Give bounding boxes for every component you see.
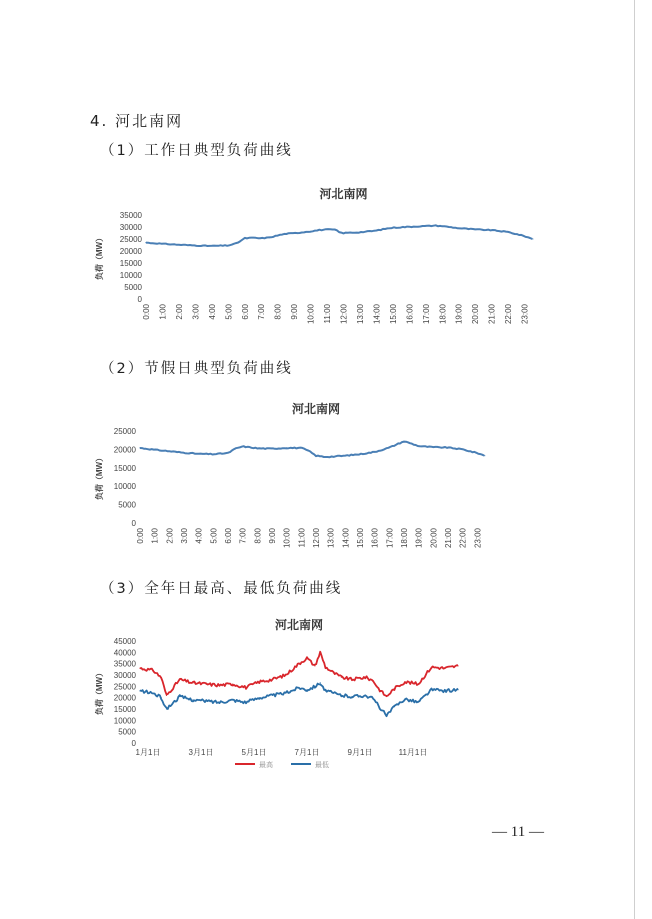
y-tick-label: 35000 bbox=[113, 659, 136, 669]
chart-workday-load bbox=[88, 172, 558, 332]
data-point bbox=[271, 448, 272, 449]
chart-annual-max-min-load bbox=[88, 612, 488, 777]
y-tick-label: 25000 bbox=[113, 427, 136, 436]
data-point bbox=[315, 455, 316, 456]
data-point bbox=[444, 690, 445, 691]
data-point bbox=[286, 447, 287, 448]
legend-label: 最高 bbox=[259, 762, 273, 769]
data-point bbox=[359, 454, 360, 455]
y-tick-label: 10000 bbox=[119, 271, 142, 280]
data-point bbox=[161, 677, 162, 678]
data-point bbox=[259, 697, 260, 698]
x-tick-label: 13:00 bbox=[326, 528, 336, 549]
y-tick-label: 20000 bbox=[113, 445, 136, 455]
data-point bbox=[139, 447, 140, 448]
data-point bbox=[323, 456, 324, 457]
y-tick-label: 20000 bbox=[113, 693, 136, 703]
data-point bbox=[376, 230, 377, 231]
data-point bbox=[298, 687, 299, 688]
x-tick-label: 12:00 bbox=[339, 304, 349, 325]
x-tick-label: 3月1日 bbox=[188, 748, 214, 757]
data-point bbox=[386, 715, 387, 716]
data-point bbox=[374, 451, 375, 452]
data-point bbox=[384, 228, 385, 229]
data-point bbox=[433, 447, 434, 448]
y-tick-label: 5000 bbox=[118, 727, 136, 737]
data-point bbox=[378, 705, 379, 706]
data-point bbox=[245, 687, 246, 688]
data-point bbox=[179, 679, 180, 680]
data-point bbox=[261, 238, 262, 239]
data-point bbox=[192, 699, 193, 700]
y-tick-label: 0 bbox=[137, 295, 142, 304]
x-tick-label: 18:00 bbox=[438, 304, 448, 325]
x-tick-label: 7月1日 bbox=[294, 748, 320, 757]
page-number: — 11 — bbox=[492, 824, 544, 840]
x-tick-label: 12:00 bbox=[312, 528, 321, 549]
x-tick-label: 1:00 bbox=[158, 304, 168, 320]
y-tick-label: 15000 bbox=[113, 463, 136, 473]
data-point bbox=[418, 684, 419, 685]
data-point bbox=[306, 657, 307, 658]
data-point bbox=[272, 695, 273, 696]
data-point bbox=[392, 227, 393, 228]
x-tick-label: 14:00 bbox=[341, 528, 351, 549]
chart-holiday-load bbox=[88, 390, 518, 555]
data-point bbox=[325, 690, 326, 691]
data-point bbox=[394, 706, 395, 707]
x-tick-label: 16:00 bbox=[405, 304, 415, 325]
data-point bbox=[532, 238, 533, 239]
data-point bbox=[404, 681, 405, 682]
y-tick-label: 45000 bbox=[113, 637, 136, 646]
data-point bbox=[409, 226, 410, 227]
data-point bbox=[457, 689, 458, 690]
data-point bbox=[365, 677, 366, 678]
y-axis-label: 负荷（MW） bbox=[95, 453, 104, 501]
y-tick-label: 10000 bbox=[113, 716, 136, 726]
data-point bbox=[431, 667, 432, 668]
data-point bbox=[154, 449, 155, 450]
data-point bbox=[458, 228, 459, 229]
x-tick-label: 21:00 bbox=[444, 528, 453, 549]
x-tick-label: 16:00 bbox=[370, 528, 380, 549]
x-tick-label: 17:00 bbox=[385, 528, 395, 549]
data-point bbox=[351, 696, 352, 697]
x-tick-label: 2:00 bbox=[165, 528, 175, 544]
x-tick-label: 5月1日 bbox=[241, 748, 267, 757]
data-point bbox=[314, 665, 315, 666]
data-point bbox=[195, 245, 196, 246]
data-point bbox=[166, 695, 167, 696]
x-tick-label: 11:00 bbox=[297, 528, 307, 548]
x-tick-label: 20:00 bbox=[429, 528, 439, 549]
data-point bbox=[389, 447, 390, 448]
x-tick-label: 10:00 bbox=[306, 304, 316, 325]
x-tick-label: 7:00 bbox=[257, 304, 267, 320]
data-point bbox=[298, 663, 299, 664]
data-point bbox=[508, 231, 509, 232]
data-point bbox=[232, 684, 233, 685]
x-tick-label: 8:00 bbox=[273, 304, 283, 320]
y-tick-label: 0 bbox=[131, 739, 136, 748]
data-point bbox=[227, 453, 228, 454]
data-point bbox=[259, 681, 260, 682]
legend-label: 最低 bbox=[315, 762, 329, 769]
data-point bbox=[351, 679, 352, 680]
data-point bbox=[345, 455, 346, 456]
data-point bbox=[418, 446, 419, 447]
y-tick-label: 5000 bbox=[124, 283, 142, 292]
data-point bbox=[269, 237, 270, 238]
data-point bbox=[411, 443, 412, 444]
data-point bbox=[213, 454, 214, 455]
data-point bbox=[139, 668, 140, 669]
data-point bbox=[477, 453, 478, 454]
data-point bbox=[326, 229, 327, 230]
y-tick-label: 15000 bbox=[119, 259, 142, 268]
x-tick-label: 21:00 bbox=[487, 304, 497, 325]
data-point bbox=[206, 684, 207, 685]
x-tick-label: 10:00 bbox=[282, 528, 292, 549]
data-point bbox=[294, 233, 295, 234]
x-tick-label: 19:00 bbox=[454, 304, 464, 325]
x-tick-label: 11:00 bbox=[323, 304, 333, 324]
x-tick-label: 11月1日 bbox=[398, 748, 428, 757]
x-tick-label: 5:00 bbox=[209, 528, 219, 544]
data-point bbox=[285, 233, 286, 234]
x-tick-label: 1月1日 bbox=[135, 748, 161, 757]
data-point bbox=[139, 690, 140, 691]
data-point bbox=[242, 446, 243, 447]
x-tick-label: 3:00 bbox=[180, 528, 189, 544]
data-point bbox=[272, 679, 273, 680]
data-point bbox=[219, 702, 220, 703]
data-point bbox=[320, 682, 321, 683]
data-point bbox=[183, 452, 184, 453]
x-tick-label: 5:00 bbox=[224, 304, 234, 320]
data-point bbox=[257, 448, 258, 449]
data-point bbox=[343, 232, 344, 233]
data-point bbox=[285, 693, 286, 694]
series-line bbox=[140, 652, 458, 696]
x-tick-label: 9月1日 bbox=[347, 748, 373, 757]
data-point bbox=[341, 677, 342, 678]
y-tick-label: 10000 bbox=[113, 482, 136, 492]
x-tick-label: 4:00 bbox=[207, 304, 217, 320]
data-point bbox=[404, 698, 405, 699]
data-point bbox=[166, 708, 167, 709]
data-point bbox=[484, 455, 485, 456]
x-tick-label: 9:00 bbox=[290, 304, 300, 320]
series-line bbox=[140, 442, 484, 458]
data-point bbox=[373, 680, 374, 681]
y-tick-label: 30000 bbox=[119, 223, 142, 232]
data-point bbox=[235, 448, 236, 449]
x-tick-label: 15:00 bbox=[388, 304, 398, 325]
data-point bbox=[341, 695, 342, 696]
data-point bbox=[232, 699, 233, 700]
data-point bbox=[179, 696, 180, 697]
data-point bbox=[161, 697, 162, 698]
subtitle-holiday: （2）节假日典型负荷曲线 bbox=[100, 361, 293, 377]
y-tick-label: 5000 bbox=[118, 500, 136, 510]
x-tick-label: 1:00 bbox=[150, 528, 160, 544]
data-point bbox=[285, 674, 286, 675]
y-tick-label: 30000 bbox=[113, 671, 136, 680]
data-point bbox=[491, 230, 492, 231]
x-tick-label: 15:00 bbox=[356, 528, 365, 549]
data-point bbox=[433, 225, 434, 226]
data-point bbox=[252, 237, 253, 238]
x-tick-label: 6:00 bbox=[224, 528, 233, 544]
data-point bbox=[425, 225, 426, 226]
data-point bbox=[524, 236, 525, 237]
data-point bbox=[335, 229, 336, 230]
y-tick-label: 20000 bbox=[119, 247, 142, 256]
data-point bbox=[431, 689, 432, 690]
data-point bbox=[153, 693, 154, 694]
x-tick-label: 13:00 bbox=[355, 304, 365, 325]
data-point bbox=[277, 235, 278, 236]
data-point bbox=[386, 696, 387, 697]
x-tick-label: 9:00 bbox=[268, 528, 277, 544]
data-point bbox=[359, 232, 360, 233]
data-point bbox=[162, 243, 163, 244]
x-tick-label: 20:00 bbox=[471, 304, 481, 325]
data-point bbox=[330, 456, 331, 457]
data-point bbox=[365, 695, 366, 696]
y-tick-label: 25000 bbox=[119, 235, 142, 244]
data-point bbox=[236, 243, 237, 244]
data-point bbox=[462, 449, 463, 450]
data-point bbox=[475, 229, 476, 230]
x-tick-label: 2:00 bbox=[174, 304, 184, 320]
chart-title: 河北南网 bbox=[274, 618, 324, 632]
x-tick-label: 23:00 bbox=[520, 304, 530, 325]
x-tick-label: 19:00 bbox=[414, 528, 424, 549]
x-tick-label: 4:00 bbox=[194, 528, 204, 544]
data-point bbox=[325, 667, 326, 668]
section-title: 4. 河北南网 bbox=[90, 112, 184, 130]
data-point bbox=[310, 231, 311, 232]
data-point bbox=[340, 232, 341, 233]
data-point bbox=[447, 447, 448, 448]
x-tick-label: 3:00 bbox=[191, 304, 201, 320]
data-point bbox=[306, 689, 307, 690]
x-tick-label: 8:00 bbox=[253, 528, 263, 544]
data-point bbox=[442, 225, 443, 226]
x-tick-label: 0:00 bbox=[142, 304, 151, 320]
data-point bbox=[192, 682, 193, 683]
subtitle-workday: （1）工作日典型负荷曲线 bbox=[100, 143, 293, 159]
y-axis-label: 负荷（MW） bbox=[95, 233, 104, 281]
data-point bbox=[394, 688, 395, 689]
x-tick-label: 6:00 bbox=[240, 304, 250, 320]
x-tick-label: 18:00 bbox=[400, 528, 409, 549]
y-tick-label: 0 bbox=[131, 519, 136, 528]
data-point bbox=[145, 242, 146, 243]
data-point bbox=[378, 688, 379, 689]
data-point bbox=[228, 245, 229, 246]
y-axis-label: 负荷（MW） bbox=[95, 668, 104, 716]
series-line bbox=[140, 684, 458, 717]
data-point bbox=[320, 652, 321, 653]
data-point bbox=[169, 451, 170, 452]
data-point bbox=[308, 450, 309, 451]
data-point bbox=[219, 685, 220, 686]
data-point bbox=[333, 672, 334, 673]
data-point bbox=[373, 698, 374, 699]
x-tick-label: 23:00 bbox=[473, 528, 483, 549]
page-right-rule bbox=[634, 0, 635, 919]
data-point bbox=[333, 693, 334, 694]
x-tick-label: 22:00 bbox=[504, 304, 514, 325]
data-point bbox=[198, 453, 199, 454]
data-point bbox=[457, 665, 458, 666]
series-line bbox=[146, 225, 532, 246]
chart-title: 河北南网 bbox=[291, 402, 341, 416]
data-point bbox=[211, 245, 212, 246]
x-tick-label: 7:00 bbox=[238, 528, 248, 544]
y-tick-label: 15000 bbox=[113, 705, 136, 714]
y-tick-label: 25000 bbox=[113, 682, 136, 692]
y-tick-label: 40000 bbox=[113, 648, 136, 658]
subtitle-annual: （3）全年日最高、最低负荷曲线 bbox=[100, 581, 343, 597]
data-point bbox=[444, 668, 445, 669]
data-point bbox=[301, 447, 302, 448]
x-tick-label: 22:00 bbox=[458, 528, 468, 549]
x-tick-label: 0:00 bbox=[136, 528, 145, 544]
data-point bbox=[178, 244, 179, 245]
data-point bbox=[206, 701, 207, 702]
x-tick-label: 17:00 bbox=[421, 304, 431, 325]
data-point bbox=[153, 670, 154, 671]
chart-title: 河北南网 bbox=[319, 187, 368, 201]
data-point bbox=[403, 441, 404, 442]
data-point bbox=[318, 230, 319, 231]
data-point bbox=[418, 702, 419, 703]
data-point bbox=[244, 238, 245, 239]
data-point bbox=[245, 702, 246, 703]
x-tick-label: 14:00 bbox=[372, 304, 382, 325]
y-tick-label: 35000 bbox=[119, 211, 142, 220]
data-point bbox=[314, 686, 315, 687]
